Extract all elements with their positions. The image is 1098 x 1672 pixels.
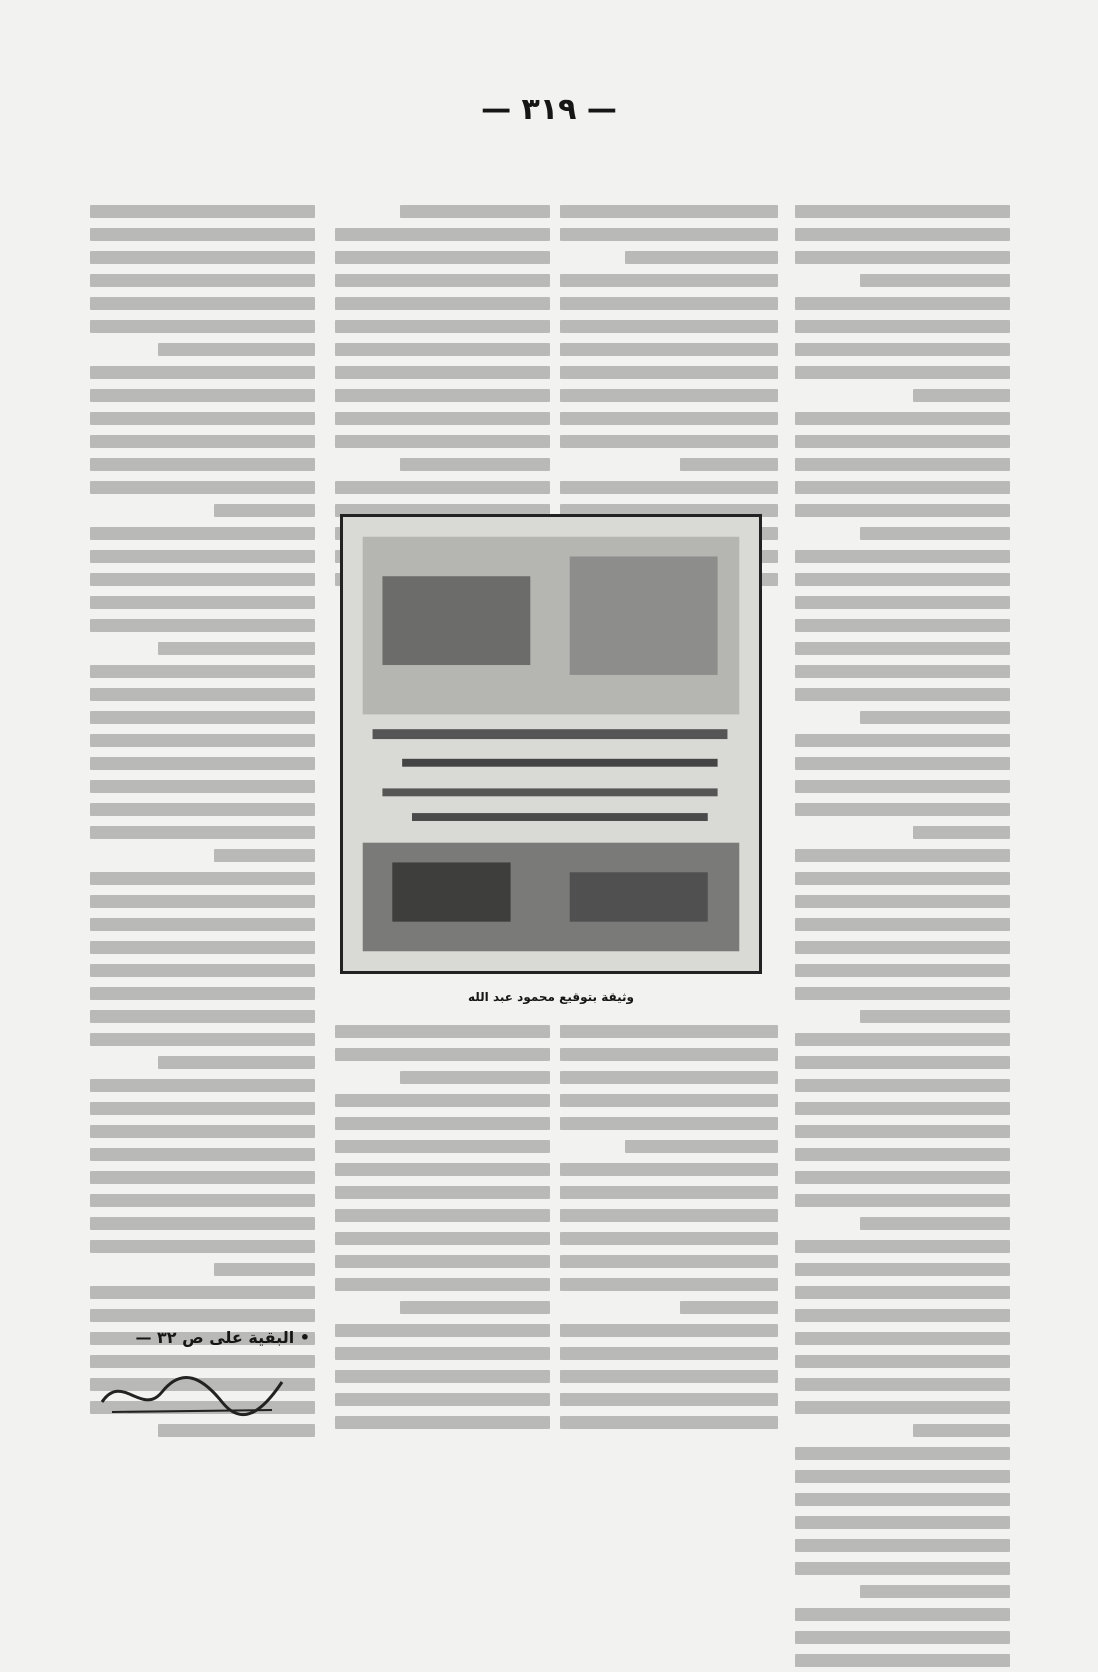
continued-note: • البقية على ص ٣٢ —: [135, 1328, 310, 1347]
article-column-4: [90, 200, 315, 1442]
article-column-3-lower: [335, 1020, 550, 1434]
article-column-1: [795, 200, 1010, 1672]
document-photo-image: [343, 517, 759, 971]
document-photo: [340, 514, 762, 974]
page-number: — ٣١٩ —: [481, 92, 617, 127]
author-signature: [92, 1362, 292, 1422]
article-column-2-lower: [560, 1020, 778, 1434]
photo-caption: وثيقة بتوقيع محمود عبد الله: [468, 990, 634, 1004]
